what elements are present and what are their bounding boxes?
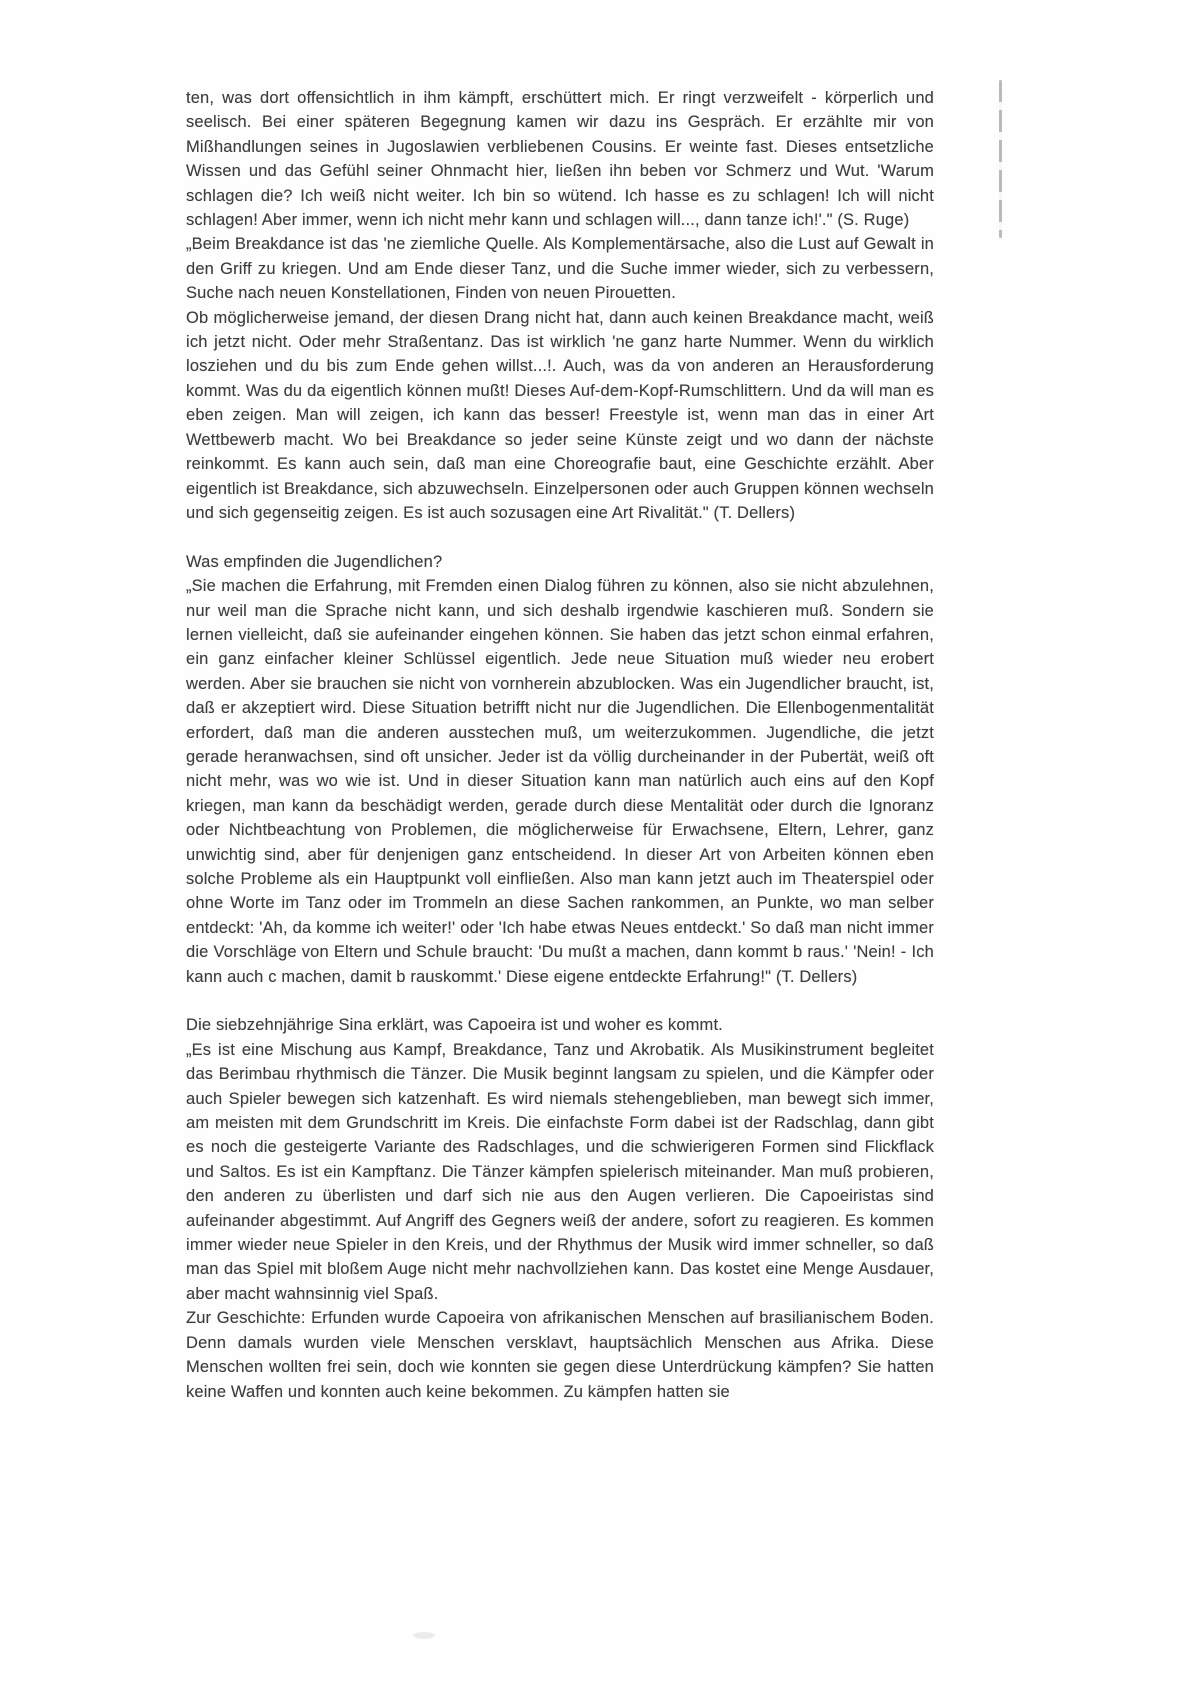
paragraph-quote-dellers-breakdance-1: „Beim Breakdance ist das 'ne ziemliche Quelle. Als Komplementärsache, also die Lust auf Gewalt in den Griff zu kriegen. Und am Ende dieser Tanz, und die Suche immer wieder, sich zu verbessern, Suche nach neuen Konstellationen, Finden von neuen Pirouetten. (186, 235, 934, 303)
paragraph-intro-sina: Die siebzehnjährige Sina erklärt, was Capoeira ist und woher es kommt. (186, 1016, 723, 1035)
paragraph-quote-dellers-experience: „Sie machen die Erfahrung, mit Fremden einen Dialog führen zu können, also sie nicht abzulehnen, nur weil man die Sprache nicht kann, und sich deshalb irgendwie kaschieren muß. Sondern sie lernen vielleicht, daß sie aufeinander eingehen können. Sie haben das jetzt schon einmal erfahren, ein ganz einfacher kleiner Schlüssel eigentlich. Jede neue Situation muß wieder neu erobert werden. Aber sie brauchen sie nicht von vornherein abzublocken. Was ein Jugendlicher braucht, ist, daß er akzeptiert wird. Diese Situation betrifft nicht nur die Jugendlichen. Die Ellenbogenmentalität erfordert, daß man die anderen ausstechen muß, um weiterzukommen. Jugendliche, die jetzt gerade heranwachsen, sind oft unsicher. Jeder ist da völlig durcheinander in der Pubertät, weiß oft nicht mehr, was wo wie ist. Und in dieser Situation kann man natürlich auch eins auf den Kopf kriegen, man kann da beschädigt werden, gerade durch diese Mentalität oder durch die Ignoranz oder Nichtbeachtung von Problemen, die möglicherweise für Erwachsene, Eltern, Lehrer, ganz unwichtig sind, aber für denjenigen ganz entscheidend. In dieser Art von Arbeiten können eben solche Probleme als ein Hauptpunkt voll einfließen. Also man kann jetzt auch im Theaterspiel oder ohne Worte im Tanz oder im Trommeln an diese Sachen rankommen, an Punkte, wo man selber entdeckt: 'Ah, da komme ich weiter!' oder 'Ich habe etwas Neues entdeckt.' So daß man nicht immer die Vorschläge von Eltern und Schule braucht: 'Du mußt a machen, dann kommt b raus.' 'Nein! - Ich kann auch c machen, damit b rauskommt.' Diese eigene entdeckte Erfahrung!" (T. Dellers) (186, 577, 934, 986)
paragraph-quote-sina-capoeira: „Es ist eine Mischung aus Kampf, Breakdance, Tanz und Akrobatik. Als Musikinstrument begleitet das Berimbau rhythmisch die Tänzer. Die Musik beginnt langsam zu spielen, und die Kämpfer oder auch Spieler bewegen sich katzenhaft. Es wird niemals stehengeblieben, man bewegt sich immer, am meisten mit dem Grundschritt im Kreis. Die einfachste Form dabei ist der Radschlag, dann gibt es noch die gesteigerte Variante des Radschlages, und die schwierigeren Formen sind Flickflack und Saltos. Es ist ein Kampftanz. Die Tänzer kämpfen spielerisch miteinander. Man muß probieren, den anderen zu überlisten und darf sich nie aus den Augen verlieren. Die Capoeiristas sind aufeinander abgestimmt. Auf Angriff des Gegners weiß der andere, sofort zu reagieren. Es kommen immer wieder neue Spieler in den Kreis, und der Rhythmus der Musik wird immer schneller, so daß man das Spiel mit bloßem Auge nicht mehr nachvollziehen kann. Das kostet eine Menge Ausdauer, aber macht wahnsinnig viel Spaß. (186, 1040, 934, 1303)
scan-smudge (413, 1632, 435, 1639)
section-heading-was-empfinden: Was empfinden die Jugendlichen? (186, 552, 443, 571)
paragraph-quote-ruge: ten, was dort offensichtlich in ihm kämpft, erschüttert mich. Er ringt verzweifelt - körperlich und seelisch. Bei einer späteren Begegnung kamen wir dazu ins Gespräch. Er erzählte mir von Mißhandlungen seines in Jugoslawien verbliebenen Cousins. Er weinte fast. Dieses entsetzliche Wissen und das Gefühl seiner Ohnmacht hier, ließen ihn beben vor Schmerz und Wut. 'Warum schlagen die? Ich weiß nicht weiter. Ich bin so wütend. Ich hasse es zu schlagen! Ich will nicht schlagen! Aber immer, wenn ich nicht mehr kann und schlagen will..., dann tanze ich!'." (S. Ruge) (186, 89, 934, 230)
scan-artifact-line (999, 80, 1002, 238)
page-text-column (186, 86, 934, 1404)
paragraph-quote-dellers-breakdance-2: Ob möglicherweise jemand, der diesen Drang nicht hat, dann auch keinen Breakdance macht, weiß ich jetzt nicht. Oder mehr Straßentanz. Das ist wirklich 'ne ganz harte Nummer. Wenn du wirklich losziehen und du bis zum Ende gehen willst...!. Auch, was da von anderen an Herausforderung kommt. Was du da eigentlich können mußt! Dieses Auf-dem-Kopf-Rumschlittern. Und da will man es eben zeigen. Man will zeigen, ich kann das besser! Freestyle ist, wenn man das in einer Art Wettbewerb macht. Wo bei Breakdance so jeder seine Künste zeigt und wo dann der nächste reinkommt. Es kann auch sein, daß man eine Choreografie baut, eine Geschichte erzählt. Aber eigentlich ist Breakdance, sich abzuwechseln. Einzelpersonen oder auch Gruppen können wechseln und sich gegenseitig zeigen. Es ist auch sozusagen eine Art Rivalität." (T. Dellers) (186, 308, 934, 522)
paragraph-quote-sina-history: Zur Geschichte: Erfunden wurde Capoeira von afrikanischen Menschen auf brasilianischem Boden. Denn damals wurden viele Menschen versklavt, hauptsächlich Menschen aus Afrika. Diese Menschen wollten frei sein, doch wie konnten sie gegen diese Unterdrückung kämpfen? Sie hatten keine Waffen und konnten auch keine bekommen. Zu kämpfen hatten sie (186, 1309, 934, 1401)
